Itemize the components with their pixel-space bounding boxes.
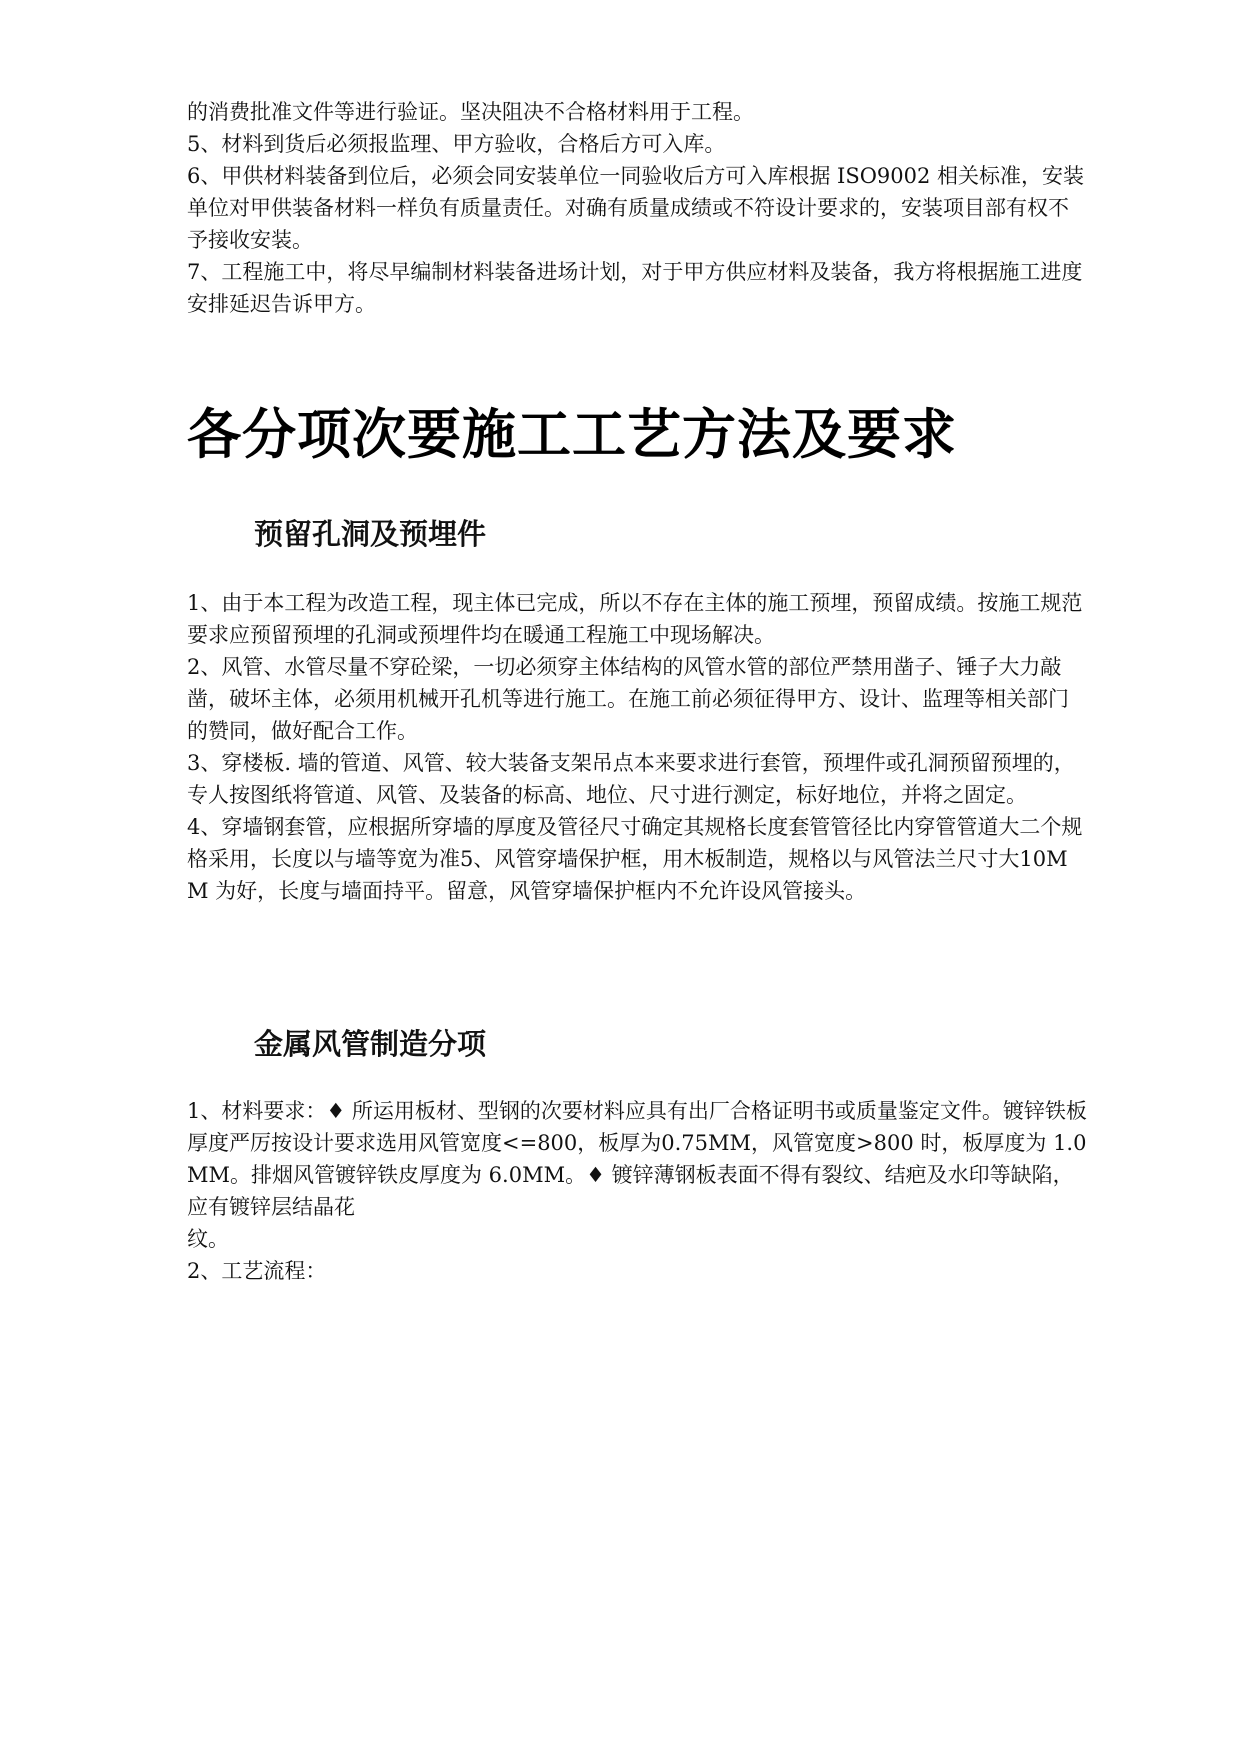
section2-paragraph-3: 2、工艺流程：	[187, 1259, 327, 1283]
section2-paragraph-1: 1、材料要求：♦ 所运用板材、型钢的次要材料应具有出厂合格证明书或质量鉴定文件。镀锌铁板厚度严厉按设计要求选用风管宽度<=800，板厚为0.75MM，风管宽度>800 时，板厚度为 1.0MM。排烟风管镀锌铁皮厚度为 6.0MM。♦ 镀锌薄钢板表面不得有裂纹、结疤及水印等缺陷，应有镀锌层结晶花	[187, 1099, 1087, 1219]
intro-paragraph-1: 的消费批准文件等进行验证。坚决阻决不合格材料用于工程。	[187, 100, 754, 124]
intro-paragraph-4: 7、工程施工中，将尽早编制材料装备进场计划，对于甲方供应材料及装备，我方将根据施工进度安排延迟告诉甲方。	[187, 260, 1083, 316]
section1-paragraph-2: 2、风管、水管尽量不穿砼梁，一切必须穿主体结构的风管水管的部位严禁用凿子、锤子大力敲凿，破坏主体，必须用机械开孔机等进行施工。在施工前必须征得甲方、设计、监理等相关部门的赞同，做好配合工作。	[187, 655, 1069, 743]
section-heading-metal-duct: 金属风管制造分项	[254, 1027, 487, 1061]
intro-paragraph-2: 5、材料到货后必须报监理、甲方验收，合格后方可入库。	[187, 132, 726, 156]
section1-paragraph-3: 3、穿楼板. 墙的管道、风管、较大装备支架吊点本来要求进行套管，预埋件或孔洞预留预埋的，专人按图纸将管道、风管、及装备的标高、地位、尺寸进行测定，标好地位，并将之固定。	[187, 751, 1075, 807]
intro-paragraph-3: 6、甲供材料装备到位后，必须会同安装单位一同验收后方可入库根据 ISO9002 相关标准，安装单位对甲供装备材料一样负有质量责任。对确有质量成绩或不符设计要求的，安装项目部有权不予接收安装。	[187, 164, 1085, 252]
intro-section	[187, 96, 1087, 320]
section1-paragraph-4: 4、穿墙钢套管，应根据所穿墙的厚度及管径尺寸确定其规格长度套管管径比内穿管管道大二个规格采用，长度以与墙等宽为准5、风管穿墙保护框，用木板制造，规格以与风管法兰尺寸大10MM 为好，长度与墙面持平。留意，风管穿墙保护框内不允许设风管接头。	[187, 815, 1083, 903]
section1-paragraph-1: 1、由于本工程为改造工程，现主体已完成，所以不存在主体的施工预埋，预留成绩。按施工规范要求应预留预埋的孔洞或预埋件均在暖通工程施工中现场解决。	[187, 591, 1083, 647]
main-heading: 各分项次要施工工艺方法及要求	[187, 403, 957, 466]
section-reserved-holes-body	[187, 587, 1087, 907]
section2-paragraph-2: 纹。	[187, 1227, 229, 1251]
section-heading-reserved-holes: 预留孔洞及预埋件	[254, 517, 487, 551]
section-metal-duct-body	[187, 1095, 1087, 1287]
